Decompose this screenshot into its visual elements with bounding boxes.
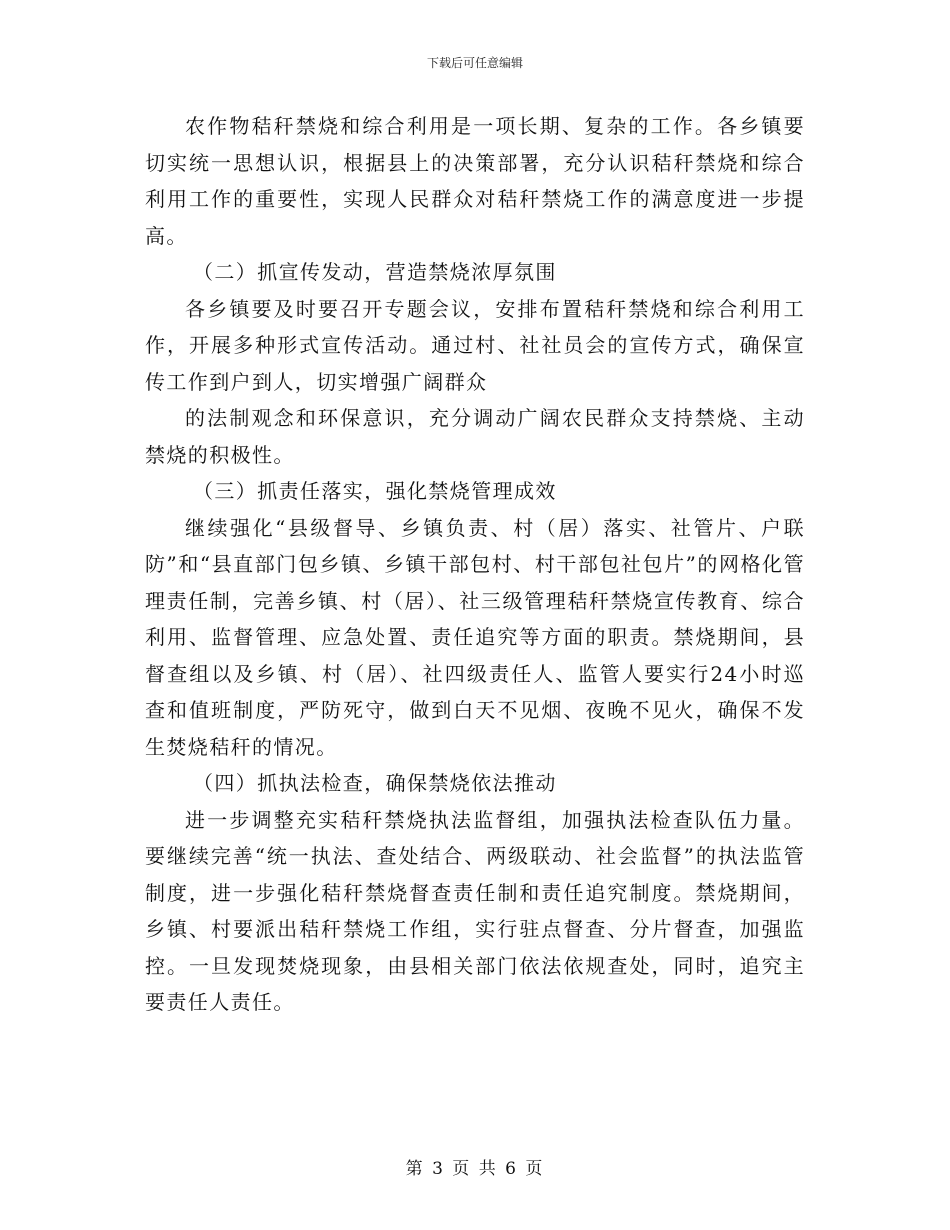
paragraph-responsibility: 继续强化“县级督导、乡镇负责、村（居）落实、社管片、户联防”和“县直部门包乡镇、乡镇干部包村、村干部包社包片”的网格化管理责任制，完善乡镇、村（居）、社三级管理秸秆禁烧宣传教育、综合利用、监督管理、应急处置、责任追究等方面的职责。禁烧期间，县督查组以及乡镇、村（居）、社四级责任人、监管人要实行24小时巡查和值班制度，严防死守，做到白天不见烟、夜晚不见火，确保不发生焚烧秸秆的情况。: [145, 515, 805, 759]
document-body: [145, 108, 805, 1021]
page-number: 第 3 页 共 6 页: [405, 1159, 545, 1179]
paragraph-publicity: 各乡镇要及时要召开专题会议，安排布置秸秆禁烧和综合利用工作，开展多种形式宣传活动。通过村、社社员会的宣传方式，确保宣传工作到户到人，切实增强广阔群众: [145, 296, 805, 394]
section-heading-2: （二）抓宣传发动，营造禁烧浓厚氛围: [193, 260, 557, 284]
header-note: 下载后可任意编辑: [426, 56, 523, 70]
section-heading-4: （四）抓执法检查，确保禁烧依法推动: [193, 771, 557, 795]
paragraph-intro: 农作物秸秆禁烧和综合利用是一项长期、复杂的工作。各乡镇要切实统一思想认识，根据县上的决策部署，充分认识秸秆禁烧和综合利用工作的重要性，实现人民群众对秸秆禁烧工作的满意度进一步提高。: [145, 114, 805, 248]
paragraph-publicity-cont: 的法制观念和环保意识，充分调动广阔农民群众支持禁烧、主动禁烧的积极性。: [145, 406, 805, 467]
section-heading-3: （三）抓责任落实，强化禁烧管理成效: [193, 479, 557, 503]
paragraph-enforcement: 进一步调整充实秸秆禁烧执法监督组，加强执法检查队伍力量。要继续完善“统一执法、查处结合、两级联动、社会监督”的执法监管制度，进一步强化秸秆禁烧督查责任制和责任追究制度。禁烧期间，乡镇、村要派出秸秆禁烧工作组，实行驻点督查、分片督查，加强监控。一旦发现焚烧现象，由县相关部门依法依规查处，同时，追究主要责任人责任。: [145, 807, 805, 1014]
